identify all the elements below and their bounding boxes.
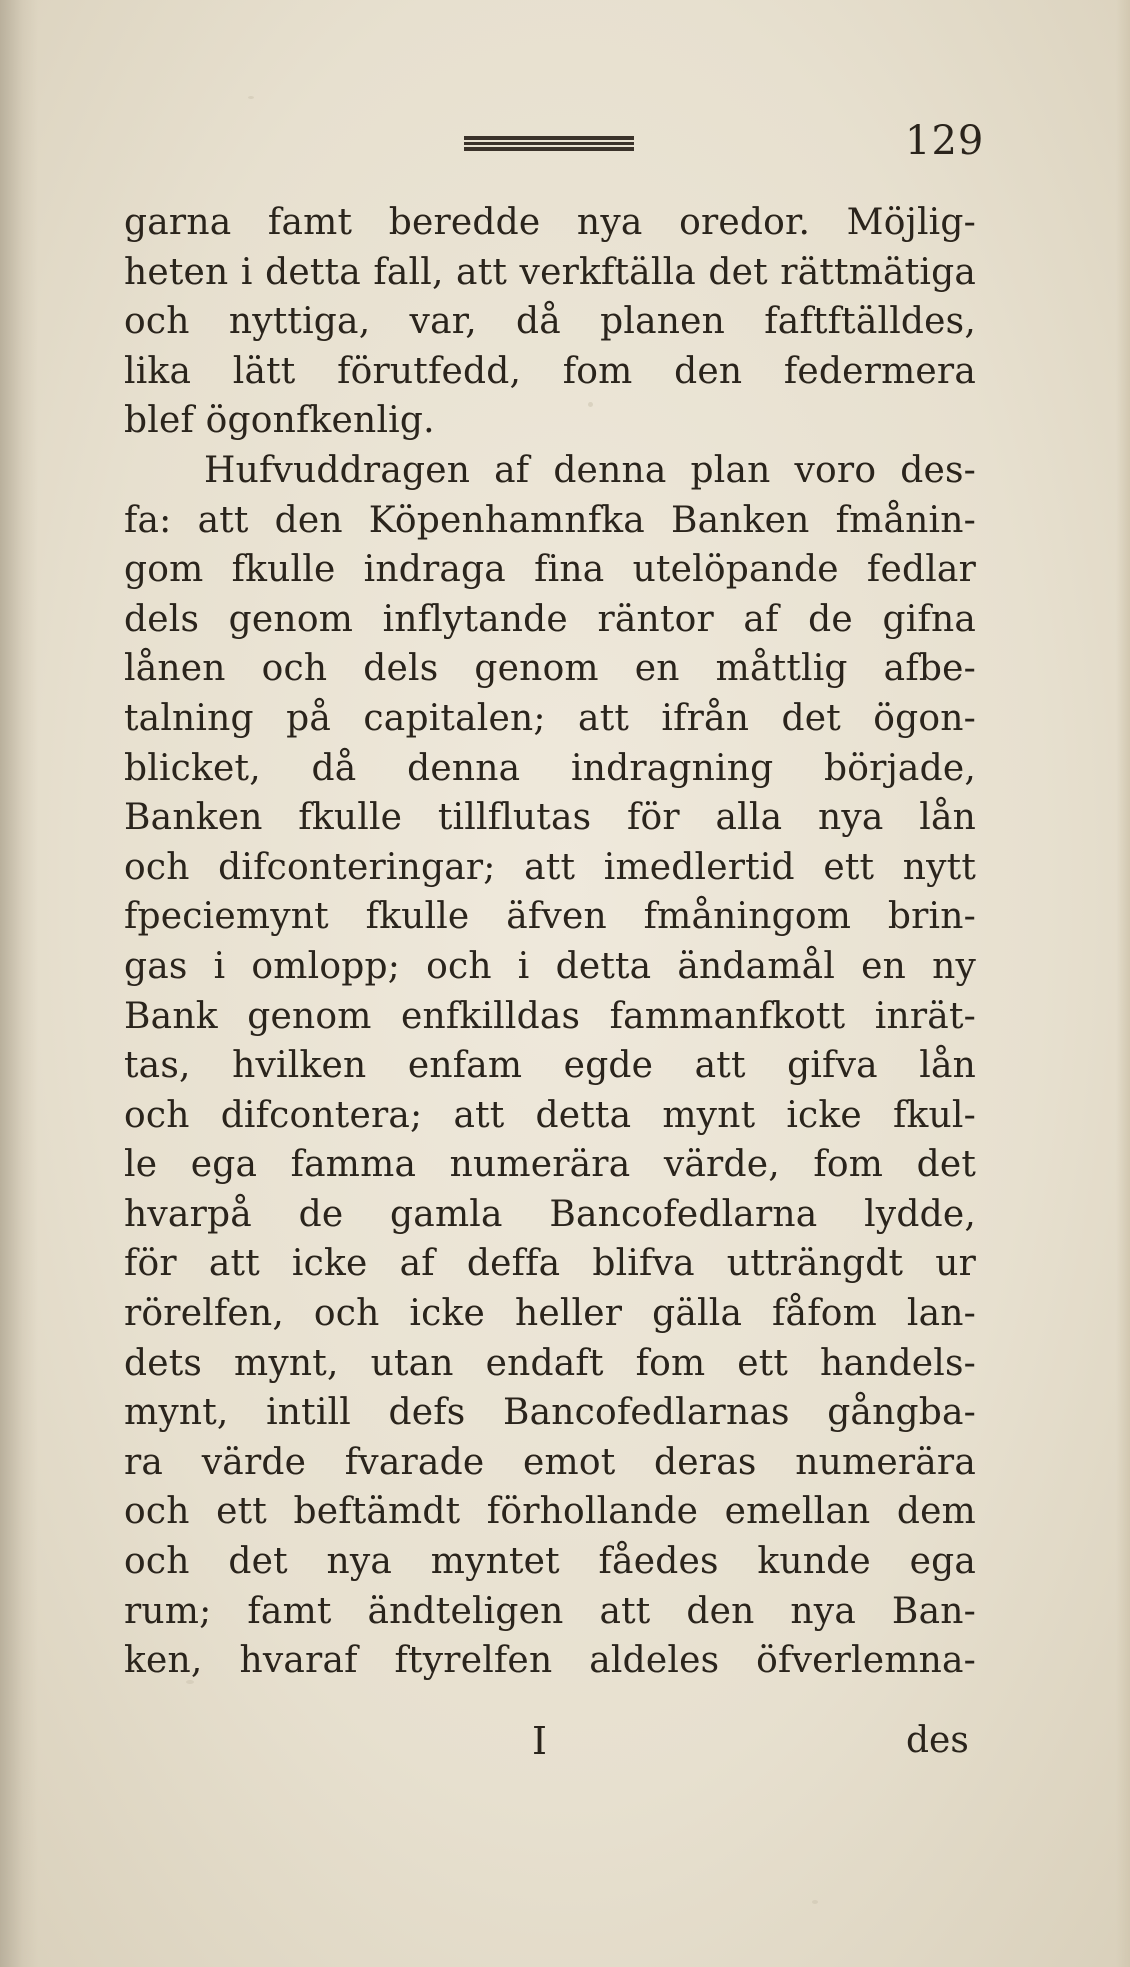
text-line: talning på capitalen; att ifrån det ögon- [124,697,976,739]
text-line: och ett beftämdt förhollande emellan dem [124,1491,976,1533]
header-ornament-rule [464,136,634,151]
catchword: des [906,1720,969,1761]
text-line: blef ögonfkenlig. [124,400,435,442]
text-line: Bank genom enfkilldas fammanfkott inrät- [124,995,976,1037]
text-line: och nyttiga, var, då planen faftftälldes, [124,301,976,343]
text-line: för att icke af deffa blifva utträngdt ur [124,1243,976,1285]
text-line: Hufvuddragen af denna plan voro des- [204,449,976,491]
text-line: och difconteringar; att imedlertid ett nytt [124,846,976,888]
text-line: fpeciemynt fkulle äfven fmåningom brin- [124,896,976,938]
text-line: och det nya myntet fåedes kunde ega [124,1541,976,1583]
signature-mark: I [532,1719,548,1763]
text-line: gas i omlopp; och i detta ändamål en ny [124,945,976,987]
text-line: garna famt beredde nya oredor. Möjlig- [124,202,976,243]
text-line: le ega famma numerära värde, fom det [124,1144,976,1186]
text-line: tas, hvilken enfam egde att gifva lån [124,1045,976,1087]
spine-shadow [0,0,38,1967]
text-line: ken, hvaraf ftyrelfen aldeles öfverlemna- [124,1640,976,1682]
paper-speck [248,96,254,99]
page-number: 129 [905,118,985,164]
text-line: dets mynt, utan endaft fom ett handels- [124,1342,976,1384]
page-edge [1116,0,1130,1967]
text-line: fa: att den Köpenhamnfka Banken fmånin- [124,499,976,541]
text-line: och difcontera; att detta mynt icke fkul- [124,1094,976,1136]
text-line: Banken fkulle tillflutas för alla nya lån [124,797,976,839]
paper-speck [812,1900,818,1904]
text-line: blicket, då denna indragning började, [124,747,976,789]
text-line: mynt, intill defs Bancofedlarnas gångba- [124,1392,976,1434]
text-line: hvarpå de gamla Bancofedlarna lydde, [124,1193,976,1235]
text-line: lånen och dels genom en måttlig afbe- [124,648,976,690]
text-line: rörelfen, och icke heller gälla fåfom lan- [124,1293,976,1335]
text-line: gom fkulle indraga fina utelöpande fedlar [124,549,976,591]
text-line: heten i detta fall, att verkftälla det rättmätiga [124,251,976,293]
text-line: dels genom inflytande räntor af de gifna [124,598,976,640]
text-line: ra värde fvarade emot deras numerära [124,1441,976,1483]
body-text [124,198,976,1686]
text-line: lika lätt förutfedd, fom den federmera [124,350,976,392]
text-line: rum; famt ändteligen att den nya Ban- [124,1590,976,1632]
